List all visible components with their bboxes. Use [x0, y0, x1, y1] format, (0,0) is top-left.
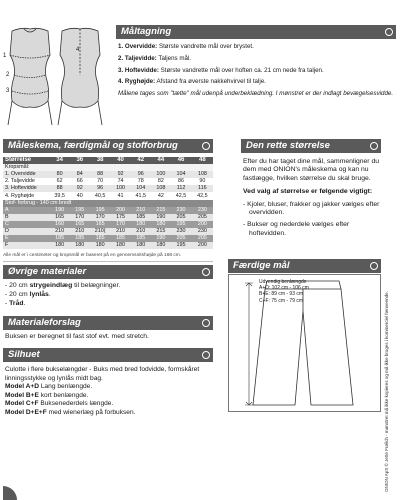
section-faerdig-header — [228, 259, 381, 273]
list-item: - Kjoler, bluser, frakker og jakker vælges efter overvidden. — [243, 200, 380, 217]
table-header-cell: 40 — [111, 157, 130, 164]
list-item: - Tråd. — [5, 299, 26, 307]
section-skema-title: Måleskema, færdigmål og stofforbrug — [8, 140, 178, 151]
silhuet-text: Culotte i flere bukselængder - Buks med bred fodvidde, formskåret linningsstykke og lynlås midt bag. — [5, 366, 200, 382]
stoerrelse-body — [243, 158, 381, 238]
measurement-figure-icon — [4, 25, 108, 130]
table-row: B 165 170 170 175 185 190 205 205 — [3, 214, 213, 221]
figure-label-3: 3 — [6, 88, 10, 94]
measurement-note: Målene tages som "tætte" mål udenpå underbeklædning. I mønstret er der indlagt bevægelsesvidde. — [118, 90, 394, 98]
silhuet-body — [5, 366, 213, 418]
pin-icon — [370, 142, 378, 150]
divider — [3, 261, 213, 262]
fabric-label: Stof- forbrug - 140 cm bredt — [3, 200, 213, 207]
section-forslag-header — [3, 316, 213, 330]
forslag-text: Buksen er beregnet til fast stof evt. med stretch. — [5, 333, 149, 340]
measurement-item: 2. Taljevidde: Taljens mål. — [118, 54, 192, 62]
measurement-list — [118, 43, 396, 98]
pin-icon — [202, 351, 210, 359]
finished-measure-line: C+F: 75 cm - 79 cm — [259, 297, 304, 304]
pin-icon — [370, 262, 378, 270]
table-header-cell: 36 — [70, 157, 89, 164]
section-materialer-title: Øvrige materialer — [8, 266, 87, 277]
table-row: E 185 185 185 185 185 190 205 205 — [3, 235, 213, 242]
table-header-cell: 38 — [89, 157, 111, 164]
finished-measure-line: A+D: 102 cm - 106 cm — [259, 285, 309, 292]
figure-label-1: 1 — [3, 53, 7, 59]
materialer-list — [5, 282, 215, 308]
stoerrelse-heading: Ved valg af størrelse er følgende vigtigt: — [243, 188, 373, 196]
size-table — [3, 157, 213, 249]
copyright-side-text: ONION ApS © Jette Frølich - mønstret må ikke kopieres og må ikke bruges i kommerciel henseende. — [384, 291, 389, 492]
pin-icon — [385, 28, 393, 36]
list-item: Model D+E+F med wienerlæg på forbuksen. — [5, 408, 136, 416]
figure-label-4: 4 — [76, 47, 80, 53]
finished-measure-box — [228, 274, 381, 412]
stoerrelse-intro: Efter du har taget dine mål, sammenligner du dem med ONION's måleskema og kan nu fastlægge, hvilken størrelse du skal bruge. — [243, 158, 380, 182]
measurement-item: 3. Hoftevidde: Største vandrette mål over hoften ca. 21 cm nede fra taljen. — [118, 66, 324, 74]
table-row: A 190 195 195 200 210 215 230 230 — [3, 207, 213, 214]
list-item: Model B+E kort benlængde. — [5, 391, 89, 399]
finished-measure-line: B+E: 89 cm - 93 cm — [259, 291, 304, 298]
section-silhuet-title: Silhuet — [8, 349, 40, 360]
section-materialer-header — [3, 265, 213, 279]
table-row: 2. Taljevidde 62 66 70 74 78 82 86 90 — [5, 178, 206, 185]
table-row: F 180 180 180 180 180 180 195 200 — [3, 242, 213, 249]
list-item: - Bukser og nederdele vælges efter hoftevidden. — [243, 221, 350, 237]
list-item: - 20 cm lynlås. — [5, 290, 51, 298]
table-header-cell: 42 — [130, 157, 151, 164]
list-item: Model A+D Lang benlængde. — [5, 383, 93, 391]
finished-measure-heading: Udvendig benlængde — [259, 279, 307, 285]
table-footnote: Alle mål er i centimeter og kropsmål er baseret på en gennemsnitshøjde på 168 cm. — [3, 253, 182, 258]
table-row: D 210 210 210( 210 210 215 230 230 — [3, 228, 213, 235]
measurement-item: 1. Overvidde: Største vandrette mål over brystet. — [118, 43, 254, 50]
body-figure — [4, 25, 108, 130]
table-row: C 160 165 165 170 180 180 195 200 — [3, 221, 213, 228]
figure-label-2: 2 — [6, 72, 10, 78]
table-row: 3. Hoftevidde 88 92 96 100 104 108 112 116 — [3, 185, 213, 192]
section-stoerrelse-title: Den rette størrelse — [246, 140, 330, 151]
table-header-row — [3, 157, 213, 164]
table-header-cell: 48 — [192, 157, 213, 164]
measurement-item: 4. Ryghøjde: Afstand fra øverste nakkehvirvel til talje. — [118, 78, 266, 86]
bottom-corner-mark — [3, 486, 17, 500]
table-header-cell: Størrelse — [3, 157, 49, 164]
table-header-cell: 46 — [170, 157, 191, 164]
body-measure-label: Kropsmål: — [3, 164, 213, 171]
pin-icon — [202, 319, 210, 327]
pin-icon — [202, 268, 210, 276]
section-forslag-title: Materialeforslag — [8, 317, 81, 328]
table-header-cell: 34 — [49, 157, 70, 164]
section-maaltagning-header — [116, 25, 396, 39]
section-silhuet-header — [3, 348, 213, 362]
table-row: 4. Ryghøjde 39,5 40 40,5 41 41,5 42 42,5 42,5 — [5, 192, 208, 199]
section-skema-header — [3, 139, 213, 153]
section-stoerrelse-header — [241, 139, 381, 153]
table-row — [3, 200, 213, 207]
table-header-cell: 44 — [151, 157, 170, 164]
table-row: 1. Overvidde 80 84 88 92 96 100 104 108 — [3, 171, 213, 178]
pin-icon — [202, 142, 210, 150]
table-row — [3, 164, 213, 171]
list-item: Model C+F Buksenederdels længde. — [5, 400, 114, 408]
section-faerdig-title: Færdige mål — [233, 260, 290, 271]
finished-measure-text — [259, 279, 359, 304]
section-maaltagning-title: Måltagning — [121, 26, 172, 37]
list-item: - 20 cm strygeindlæg til belægninger. — [5, 282, 121, 289]
